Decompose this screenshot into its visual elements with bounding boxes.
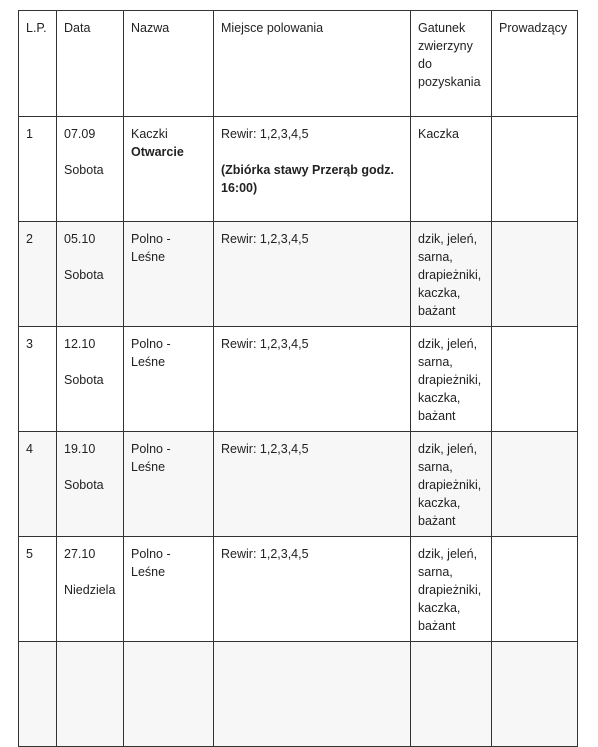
header-date: Data	[57, 11, 124, 117]
cell-lp: 2	[19, 222, 57, 327]
name-value: Kaczki	[131, 127, 168, 141]
cell-lp: 4	[19, 432, 57, 537]
header-name: Nazwa	[124, 11, 214, 117]
date-value: 12.10	[64, 337, 96, 351]
header-species: Gatunek zwierzyny do pozyskania	[411, 11, 492, 117]
cell-name: Polno - Leśne	[124, 327, 214, 432]
cell-species: dzik, jeleń, sarna, drapieżniki, kaczka, bażant	[411, 432, 492, 537]
cell-species: dzik, jeleń, sarna, drapieżniki, kaczka, bażant	[411, 222, 492, 327]
day-value: Sobota	[64, 373, 104, 387]
cell-place: Rewir: 1,2,3,4,5	[214, 327, 411, 432]
header-leader: Prowadzący	[492, 11, 578, 117]
day-value: Niedziela	[64, 583, 116, 597]
table-row	[19, 537, 578, 642]
cell-place: Rewir: 1,2,3,4,5	[214, 222, 411, 327]
table-row	[19, 432, 578, 537]
cell-empty	[19, 642, 57, 747]
hunting-schedule-table	[18, 10, 578, 747]
day-value: Sobota	[64, 163, 104, 177]
day-value: Sobota	[64, 268, 104, 282]
cell-empty	[124, 642, 214, 747]
cell-empty	[214, 642, 411, 747]
cell-date	[57, 537, 124, 642]
table-row-partial	[19, 642, 578, 747]
cell-empty	[492, 642, 578, 747]
cell-leader	[492, 537, 578, 642]
cell-date	[57, 222, 124, 327]
cell-species: dzik, jeleń, sarna, drapieżniki, kaczka, bażant	[411, 327, 492, 432]
cell-date	[57, 432, 124, 537]
day-value: Sobota	[64, 478, 104, 492]
name-bold-value: Otwarcie	[131, 145, 184, 159]
header-row	[19, 11, 578, 117]
cell-species: Kaczka	[411, 117, 492, 222]
table-row	[19, 117, 578, 222]
cell-species: dzik, jeleń, sarna, drapieżniki, kaczka, bażant	[411, 537, 492, 642]
cell-lp: 1	[19, 117, 57, 222]
date-value: 27.10	[64, 547, 96, 561]
cell-name: Polno - Leśne	[124, 432, 214, 537]
table-row	[19, 222, 578, 327]
place-note: (Zbiórka stawy Przerąb godz. 16:00)	[221, 163, 394, 195]
cell-empty	[411, 642, 492, 747]
cell-lp: 3	[19, 327, 57, 432]
cell-name: Polno - Leśne	[124, 537, 214, 642]
date-value: 07.09	[64, 127, 96, 141]
cell-leader	[492, 117, 578, 222]
cell-date	[57, 117, 124, 222]
table-row	[19, 327, 578, 432]
cell-leader	[492, 327, 578, 432]
cell-empty	[57, 642, 124, 747]
date-value: 05.10	[64, 232, 96, 246]
cell-place: Rewir: 1,2,3,4,5	[214, 432, 411, 537]
cell-name: Polno - Leśne	[124, 222, 214, 327]
header-lp: L.P.	[19, 11, 57, 117]
place-value: Rewir: 1,2,3,4,5	[221, 127, 309, 141]
cell-leader	[492, 222, 578, 327]
date-value: 19.10	[64, 442, 96, 456]
header-place: Miejsce polowania	[214, 11, 411, 117]
cell-name	[124, 117, 214, 222]
cell-date	[57, 327, 124, 432]
cell-lp: 5	[19, 537, 57, 642]
cell-leader	[492, 432, 578, 537]
cell-place: Rewir: 1,2,3,4,5	[214, 537, 411, 642]
cell-place	[214, 117, 411, 222]
